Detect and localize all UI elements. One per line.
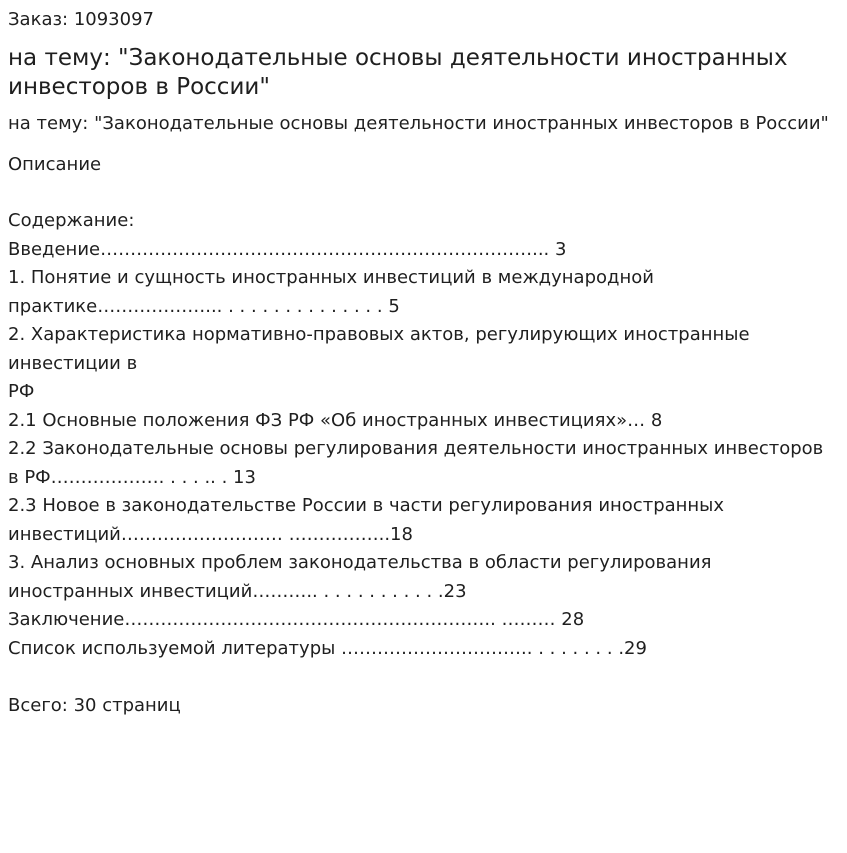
- content-line: Содержание:: [8, 210, 135, 231]
- description-content: [8, 179, 839, 721]
- content-line: [8, 179, 839, 208]
- content-line: Заключение…………………………………………………….. ……… 28: [8, 609, 585, 630]
- description-heading: Описание: [8, 153, 102, 175]
- content-line: [8, 663, 839, 692]
- content-line: Всего: 30 страниц: [8, 694, 181, 716]
- order-number: Заказ: 1093097: [8, 9, 154, 30]
- content-line: 2. Характеристика нормативно-правовых актов, регулирующих иностранные инвестиции в: [8, 324, 750, 374]
- page-title: на тему: "Законодательные основы деятельности иностранных инвесторов в России": [8, 45, 788, 100]
- content-line: 2.1 Основные положения ФЗ РФ «Об иностранных инвестициях»… 8: [8, 409, 663, 431]
- content-line: Список используемой литературы ………………………….. . . . . . . . .29: [8, 637, 647, 659]
- content-line: 3. Анализ основных проблем законодательства в области регулирования иностранных инвестиций……….. . . . . . . . . . . .23: [8, 552, 712, 602]
- content-line: 2.2 Законодательные основы регулирования деятельности иностранных инвесторов в РФ………………. . . . .. . 13: [8, 438, 824, 488]
- content-line: Введение………………………………………………………………... 3: [8, 238, 567, 260]
- content-line: 2.3 Новое в законодательстве России в части регулирования иностранных инвестиций……………………… ……………..18: [8, 495, 725, 545]
- content-line: 1. Понятие и сущность иностранных инвестиций в международной практике………………... . . . . . . . . . . . . . . 5: [8, 267, 654, 317]
- page-subtitle: на тему: "Законодательные основы деятельности иностранных инвесторов в России": [8, 113, 829, 134]
- content-line: РФ: [8, 381, 35, 402]
